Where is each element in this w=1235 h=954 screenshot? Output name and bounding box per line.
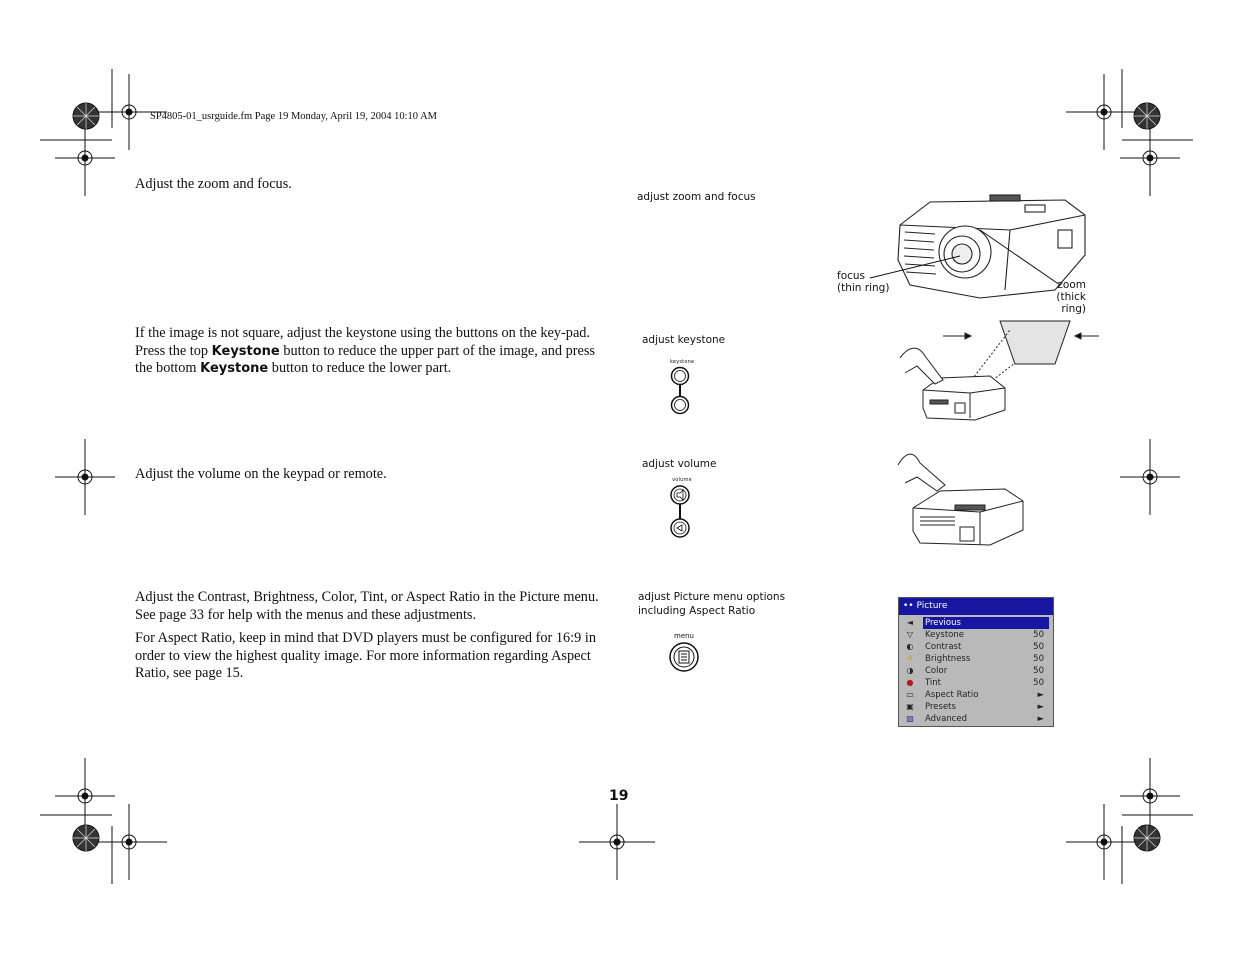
aspect-ratio-icon: ▭ — [906, 690, 914, 699]
zoom-label-line1: zoom — [1057, 279, 1086, 291]
keystone-text-1: If the image is not square, adjust the keystone using the buttons on the key-pad. Press the top — [135, 325, 591, 359]
volume-caption: adjust volume — [642, 458, 717, 470]
osd-item-value: ► — [1037, 714, 1044, 724]
picture-paragraph-2: For Aspect Ratio, keep in mind that DVD players must be configured for 16:9 in order to view the highest quality image. For more information regarding Aspect Ratio, see page 15. — [135, 630, 596, 681]
osd-item-tint[interactable] — [899, 677, 1053, 689]
focus-label — [837, 270, 889, 294]
presets-icon: ▣ — [906, 702, 914, 711]
osd-item-contrast[interactable] — [899, 641, 1053, 653]
picture-caption-line1: adjust Picture menu options — [638, 591, 786, 603]
volume-paragraph: Adjust the volume on the keypad or remote. — [135, 466, 387, 482]
keystone-buttons-icon — [668, 365, 692, 417]
projector-volume-illustration — [895, 445, 1030, 553]
picture-instruction — [135, 589, 605, 689]
focus-label-line1: focus — [837, 270, 866, 282]
previous-arrow-icon: ◄ — [906, 618, 914, 627]
file-header: SP4805-01_usrguide.fm Page 19 Monday, April 19, 2004 10:10 AM — [150, 111, 438, 122]
keystone-text-3: button to reduce the lower part. — [268, 360, 452, 376]
osd-item-keystone[interactable] — [899, 629, 1053, 641]
osd-title-icon: •• — [903, 601, 914, 611]
menu-button-icon — [668, 641, 700, 673]
keystone-instruction — [135, 325, 605, 384]
zoom-paragraph: Adjust the zoom and focus. — [135, 176, 292, 192]
osd-item-label: Aspect Ratio — [925, 690, 979, 700]
osd-item-advanced[interactable] — [899, 713, 1053, 725]
osd-item-label: Tint — [925, 678, 942, 688]
osd-item-value: 50 — [1033, 630, 1044, 640]
osd-item-value: ► — [1037, 702, 1044, 712]
projector-keystone-illustration — [895, 318, 1105, 426]
osd-title: Picture — [916, 601, 948, 611]
osd-item-value: ► — [1037, 690, 1044, 700]
volume-buttons-icon — [668, 483, 692, 541]
osd-title-bar — [899, 598, 1053, 615]
osd-item-label: Previous — [923, 617, 1049, 629]
picture-osd-menu — [898, 597, 1054, 727]
color-icon: ◑ — [906, 666, 914, 675]
picture-caption — [638, 590, 785, 618]
focus-label-line2: (thin ring) — [837, 282, 890, 294]
volume-button-label: volume — [672, 477, 692, 483]
osd-item-color[interactable] — [899, 665, 1053, 677]
keystone-button-label: keystone — [670, 359, 695, 365]
volume-instruction — [135, 466, 605, 490]
contrast-icon: ◐ — [906, 642, 914, 651]
osd-item-label: Advanced — [925, 714, 967, 724]
zoom-label — [1030, 279, 1086, 315]
keystone-caption: adjust keystone — [642, 334, 726, 346]
osd-item-previous[interactable] — [899, 617, 1053, 629]
osd-item-brightness[interactable] — [899, 653, 1053, 665]
picture-caption-line2: including Aspect Ratio — [638, 605, 756, 617]
osd-item-value: 50 — [1033, 642, 1044, 652]
osd-item-label: Contrast — [925, 642, 962, 652]
osd-item-label: Color — [925, 666, 948, 676]
osd-item-presets[interactable] — [899, 701, 1053, 713]
osd-item-label: Brightness — [925, 654, 971, 664]
zoom-instruction — [135, 176, 605, 200]
keystone-text-2: button to reduce the upper part of the image, and press the bottom — [135, 342, 595, 376]
page-number: 19 — [609, 788, 629, 804]
keystone-bold-2: Keystone — [200, 361, 269, 376]
osd-item-label: Presets — [925, 702, 956, 712]
zoom-label-line2: (thick ring) — [1056, 291, 1086, 315]
osd-item-value: 50 — [1033, 666, 1044, 676]
menu-button-label: menu — [674, 632, 694, 640]
brightness-icon: ☼ — [906, 654, 914, 663]
osd-item-aspect-ratio[interactable] — [899, 689, 1053, 701]
zoom-caption: adjust zoom and focus — [637, 191, 756, 203]
osd-item-value: 50 — [1033, 654, 1044, 664]
advanced-icon: ▨ — [906, 714, 914, 723]
tint-icon: ● — [906, 678, 914, 687]
keystone-icon: ▽ — [906, 630, 914, 639]
keystone-bold-1: Keystone — [211, 343, 280, 359]
picture-paragraph-1: Adjust the Contrast, Brightness, Color, Tint, or Aspect Ratio in the Picture menu. See page 33 for help with the menus and these adjustments. — [135, 589, 599, 623]
keystone-paragraph — [135, 325, 605, 378]
osd-item-label: Keystone — [925, 630, 964, 640]
osd-item-value: 50 — [1033, 678, 1044, 688]
